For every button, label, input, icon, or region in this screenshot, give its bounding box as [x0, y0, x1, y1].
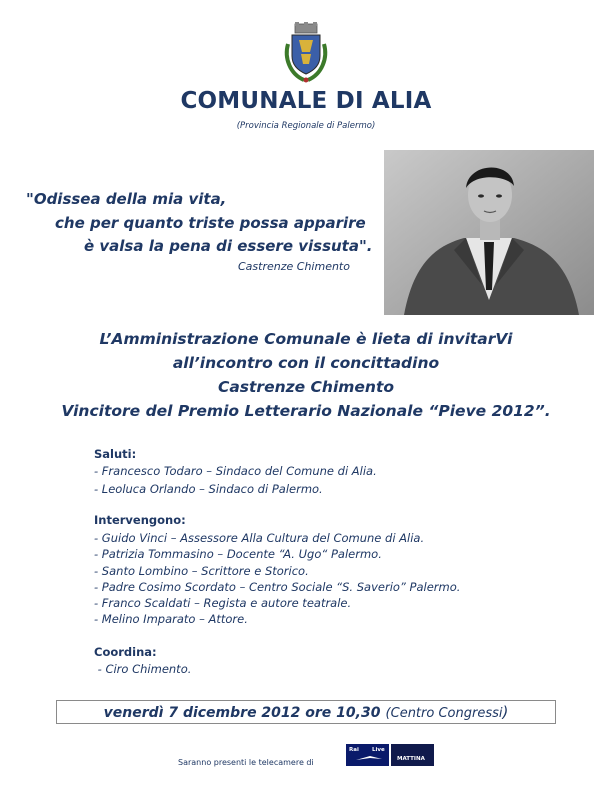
saluti-item: - Francesco Todaro – Sindaco del Comune di Alia.	[94, 464, 377, 478]
event-venue-close: )	[502, 703, 509, 721]
saluti-heading: Saluti:	[94, 447, 137, 461]
intervengono-item: - Santo Lombino – Scrittore e Storico.	[94, 564, 309, 578]
footer-text: Saranno presenti le telecamere di	[178, 758, 314, 767]
invitation-line-4: Vincitore del Premio Letterario Nazionale “Pieve 2012”.	[61, 402, 551, 420]
quote-author: Castrenze Chimento	[238, 260, 350, 273]
intervengono-heading: Intervengono:	[94, 513, 186, 527]
event-date-box	[56, 700, 556, 724]
coordina-item: - Ciro Chimento.	[94, 662, 192, 676]
mattina-logo	[391, 744, 434, 766]
intervengono-item: - Guido Vinci – Assessore Alla Cultura del Comune di Alia.	[94, 531, 425, 545]
saluti-item: - Leoluca Orlando – Sindaco di Palermo.	[94, 482, 323, 496]
quote-line-3: è valsa la pena di essere vissuta".	[84, 237, 373, 255]
municipal-crest-icon	[282, 22, 330, 86]
intervengono-item: - Patrizia Tommasino – Docente “A. Ugo“ Palermo.	[94, 547, 382, 561]
invitation-line-1: L’Amministrazione Comunale è lieta di invitarVi	[99, 330, 513, 348]
province-subtitle: (Provincia Regionale di Palermo)	[236, 121, 376, 131]
quote-line-2: che per quanto triste possa apparire	[55, 214, 366, 232]
quote-line-1: "Odissea della mia vita,	[26, 190, 227, 208]
coordina-heading: Coordina:	[94, 645, 157, 659]
portrait-photo	[384, 150, 594, 315]
intervengono-item: - Franco Scaldati – Regista e autore teatrale.	[94, 596, 352, 610]
tv-wing-icon	[356, 754, 382, 764]
invitation-line-3: Castrenze Chimento	[217, 378, 395, 396]
page-title: COMUNALE DI ALIA	[180, 88, 432, 114]
event-date: venerdì 7 dicembre 2012 ore 10,30	[103, 705, 381, 721]
rai-logo-text: Rai	[349, 747, 359, 753]
intervengono-item: - Padre Cosimo Scordato – Centro Sociale “S. Saverio” Palermo.	[94, 580, 461, 594]
mattina-logo-text: MATTINA	[397, 756, 425, 762]
invitation-line-2: all’incontro con il concittadino	[172, 354, 440, 372]
event-venue: (Centro Congressi	[385, 706, 503, 721]
rai-live-logo	[346, 744, 389, 766]
live-logo-text: Live	[372, 747, 385, 753]
intervengono-item: - Melino Imparato – Attore.	[94, 612, 248, 626]
